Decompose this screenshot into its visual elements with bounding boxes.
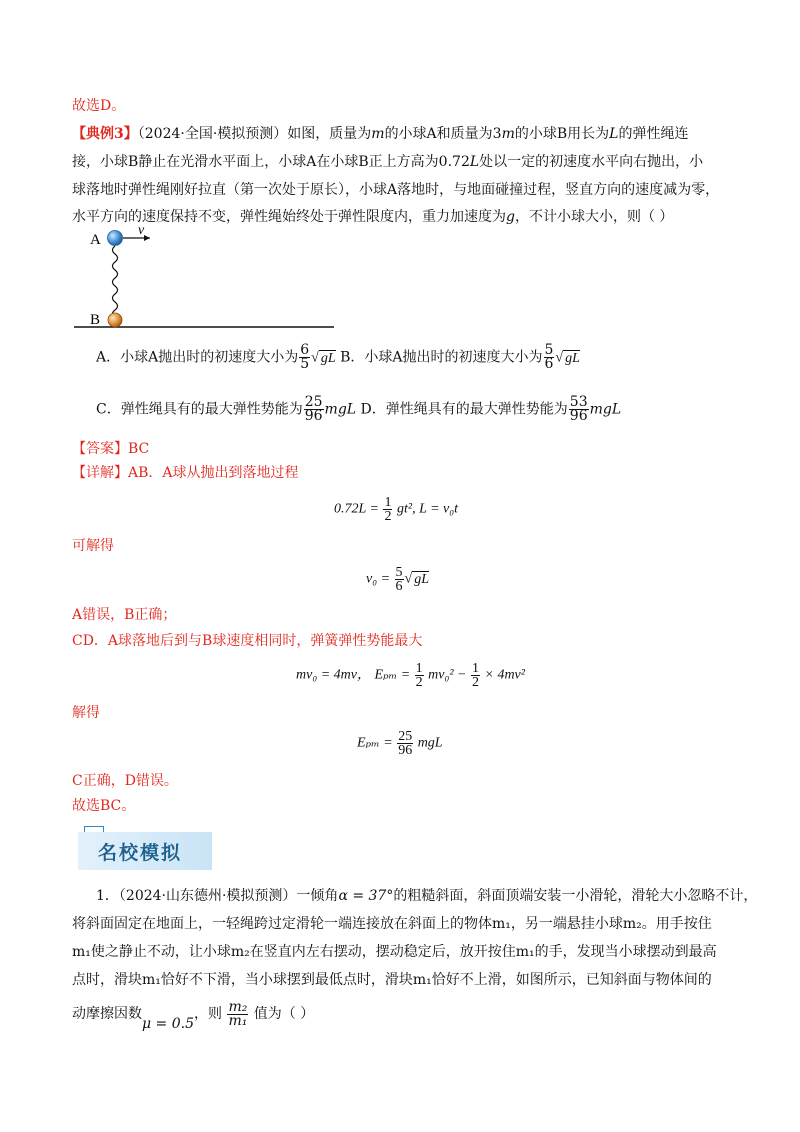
spring-coil bbox=[113, 246, 118, 316]
example-line-3: 球落地时弹性绳刚好拉直（第一次处于原长），小球A落地时，与地面碰撞过程，竖直方向的速度减为零， bbox=[72, 182, 720, 198]
spring-balls-figure bbox=[72, 224, 342, 334]
problem-1-line-1: 1．（2024·山东德州·模拟预测）一倾角α = 37°的粗糙斜面，斜面顶端安装一小滑轮，滑轮大小忽略不计， bbox=[96, 888, 758, 904]
ball-a bbox=[108, 231, 123, 246]
answer-value: BC bbox=[128, 441, 150, 457]
option-c-d: C．弹性绳具有的最大弹性势能为 $\frac{25}{96}$ mgL D．弹性绳具有的最大弹性势能为 $\frac{53}{96}$ mgL bbox=[96, 394, 622, 424]
option-a: A．小球A抛出时的初速度大小为 bbox=[96, 349, 299, 366]
equation-1: 0.72L = $\frac{1}{2}$ gt², L = v₀t bbox=[334, 495, 459, 524]
solve-label-1: 可解得 bbox=[72, 538, 114, 554]
ball-b bbox=[108, 313, 122, 327]
verdict-2: C正确，D错误。 bbox=[72, 773, 178, 789]
final-answer: 故选BC。 bbox=[72, 798, 136, 814]
option-c: C．弹性绳具有的最大弹性势能为 bbox=[96, 401, 303, 418]
detail-line: 【详解】AB．A球从抛出到落地过程 bbox=[72, 465, 299, 481]
equation-3: mv₀ = 4mv， Eₚₘ = $\frac{1}{2}$ mv₀² − $\frac{1}{2}$ × 4mv² bbox=[296, 661, 525, 690]
label-a: A bbox=[90, 232, 101, 248]
problem-1-line-3: m₁使之静止不动，让小球m₂在竖直内左右摆动，摆动稳定后，放开按住m₁的手，发现当小球摆动到最高 bbox=[72, 944, 717, 960]
example-line-4: 水平方向的速度保持不变，弹性绳始终处于弹性限度内，重力加速度为g，不计小球大小，则（ ） bbox=[72, 209, 674, 225]
problem-1-line-2: 将斜面固定在地面上，一轻绳跨过定滑轮一端连接放在斜面上的物体m₁，另一端悬挂小球m₂。用手按住 bbox=[72, 916, 712, 932]
option-b: B．小球A抛出时的初速度大小为 bbox=[340, 349, 543, 366]
answer-label: 【答案】 bbox=[72, 441, 128, 457]
label-v: v bbox=[138, 224, 145, 238]
problem-1-line-4: 点时，滑块m₁恰好不下滑，当小球摆到最低点时，滑块m₁恰好不上滑，如图所示，已知斜面与物体间的 bbox=[72, 972, 712, 988]
velocity-arrowhead bbox=[144, 235, 150, 241]
option-a-b: A．小球A抛出时的初速度大小为 $\frac{6}{5}$ √ gL B．小球A抛出时的初速度大小为 $\frac{5}{6}$ √ gL bbox=[96, 342, 580, 372]
problem-1-line-5: 动摩擦因数μ = 0.5，则 $\frac{\text{m₂}}{\text{m₁}}$ 值为（ ） bbox=[72, 998, 315, 1032]
previous-answer: 故选D。 bbox=[72, 98, 126, 114]
example-line-2: 接，小球B静止在光滑水平面上，小球A在小球B正上方高为0.72L处以一定的初速度水平向右抛出，小 bbox=[72, 154, 704, 170]
example-tag: 【典例3】 bbox=[72, 126, 138, 142]
example-line-1: 【典例3】（2024·全国·模拟预测）如图，质量为m的小球A和质量为3m的小球B用长为L的弹性绳连 bbox=[72, 126, 689, 142]
cd-intro: CD．A球落地后到与B球速度相同时，弹簧弹性势能最大 bbox=[72, 633, 423, 649]
solve-label-2: 解得 bbox=[72, 705, 100, 721]
equation-4: Eₚₘ = $\frac{25}{96}$ mgL bbox=[357, 729, 443, 758]
verdict-1: A错误，B正确； bbox=[72, 607, 177, 623]
equation-2: v₀ = $\frac{5}{6}$ √ gL bbox=[366, 565, 430, 594]
detail-label: 【详解】 bbox=[72, 465, 128, 481]
option-d: D．弹性绳具有的最大弹性势能为 bbox=[360, 401, 568, 418]
answer-line bbox=[72, 439, 149, 459]
section-title: 名校模拟 bbox=[98, 842, 183, 864]
label-b: B bbox=[90, 312, 101, 328]
